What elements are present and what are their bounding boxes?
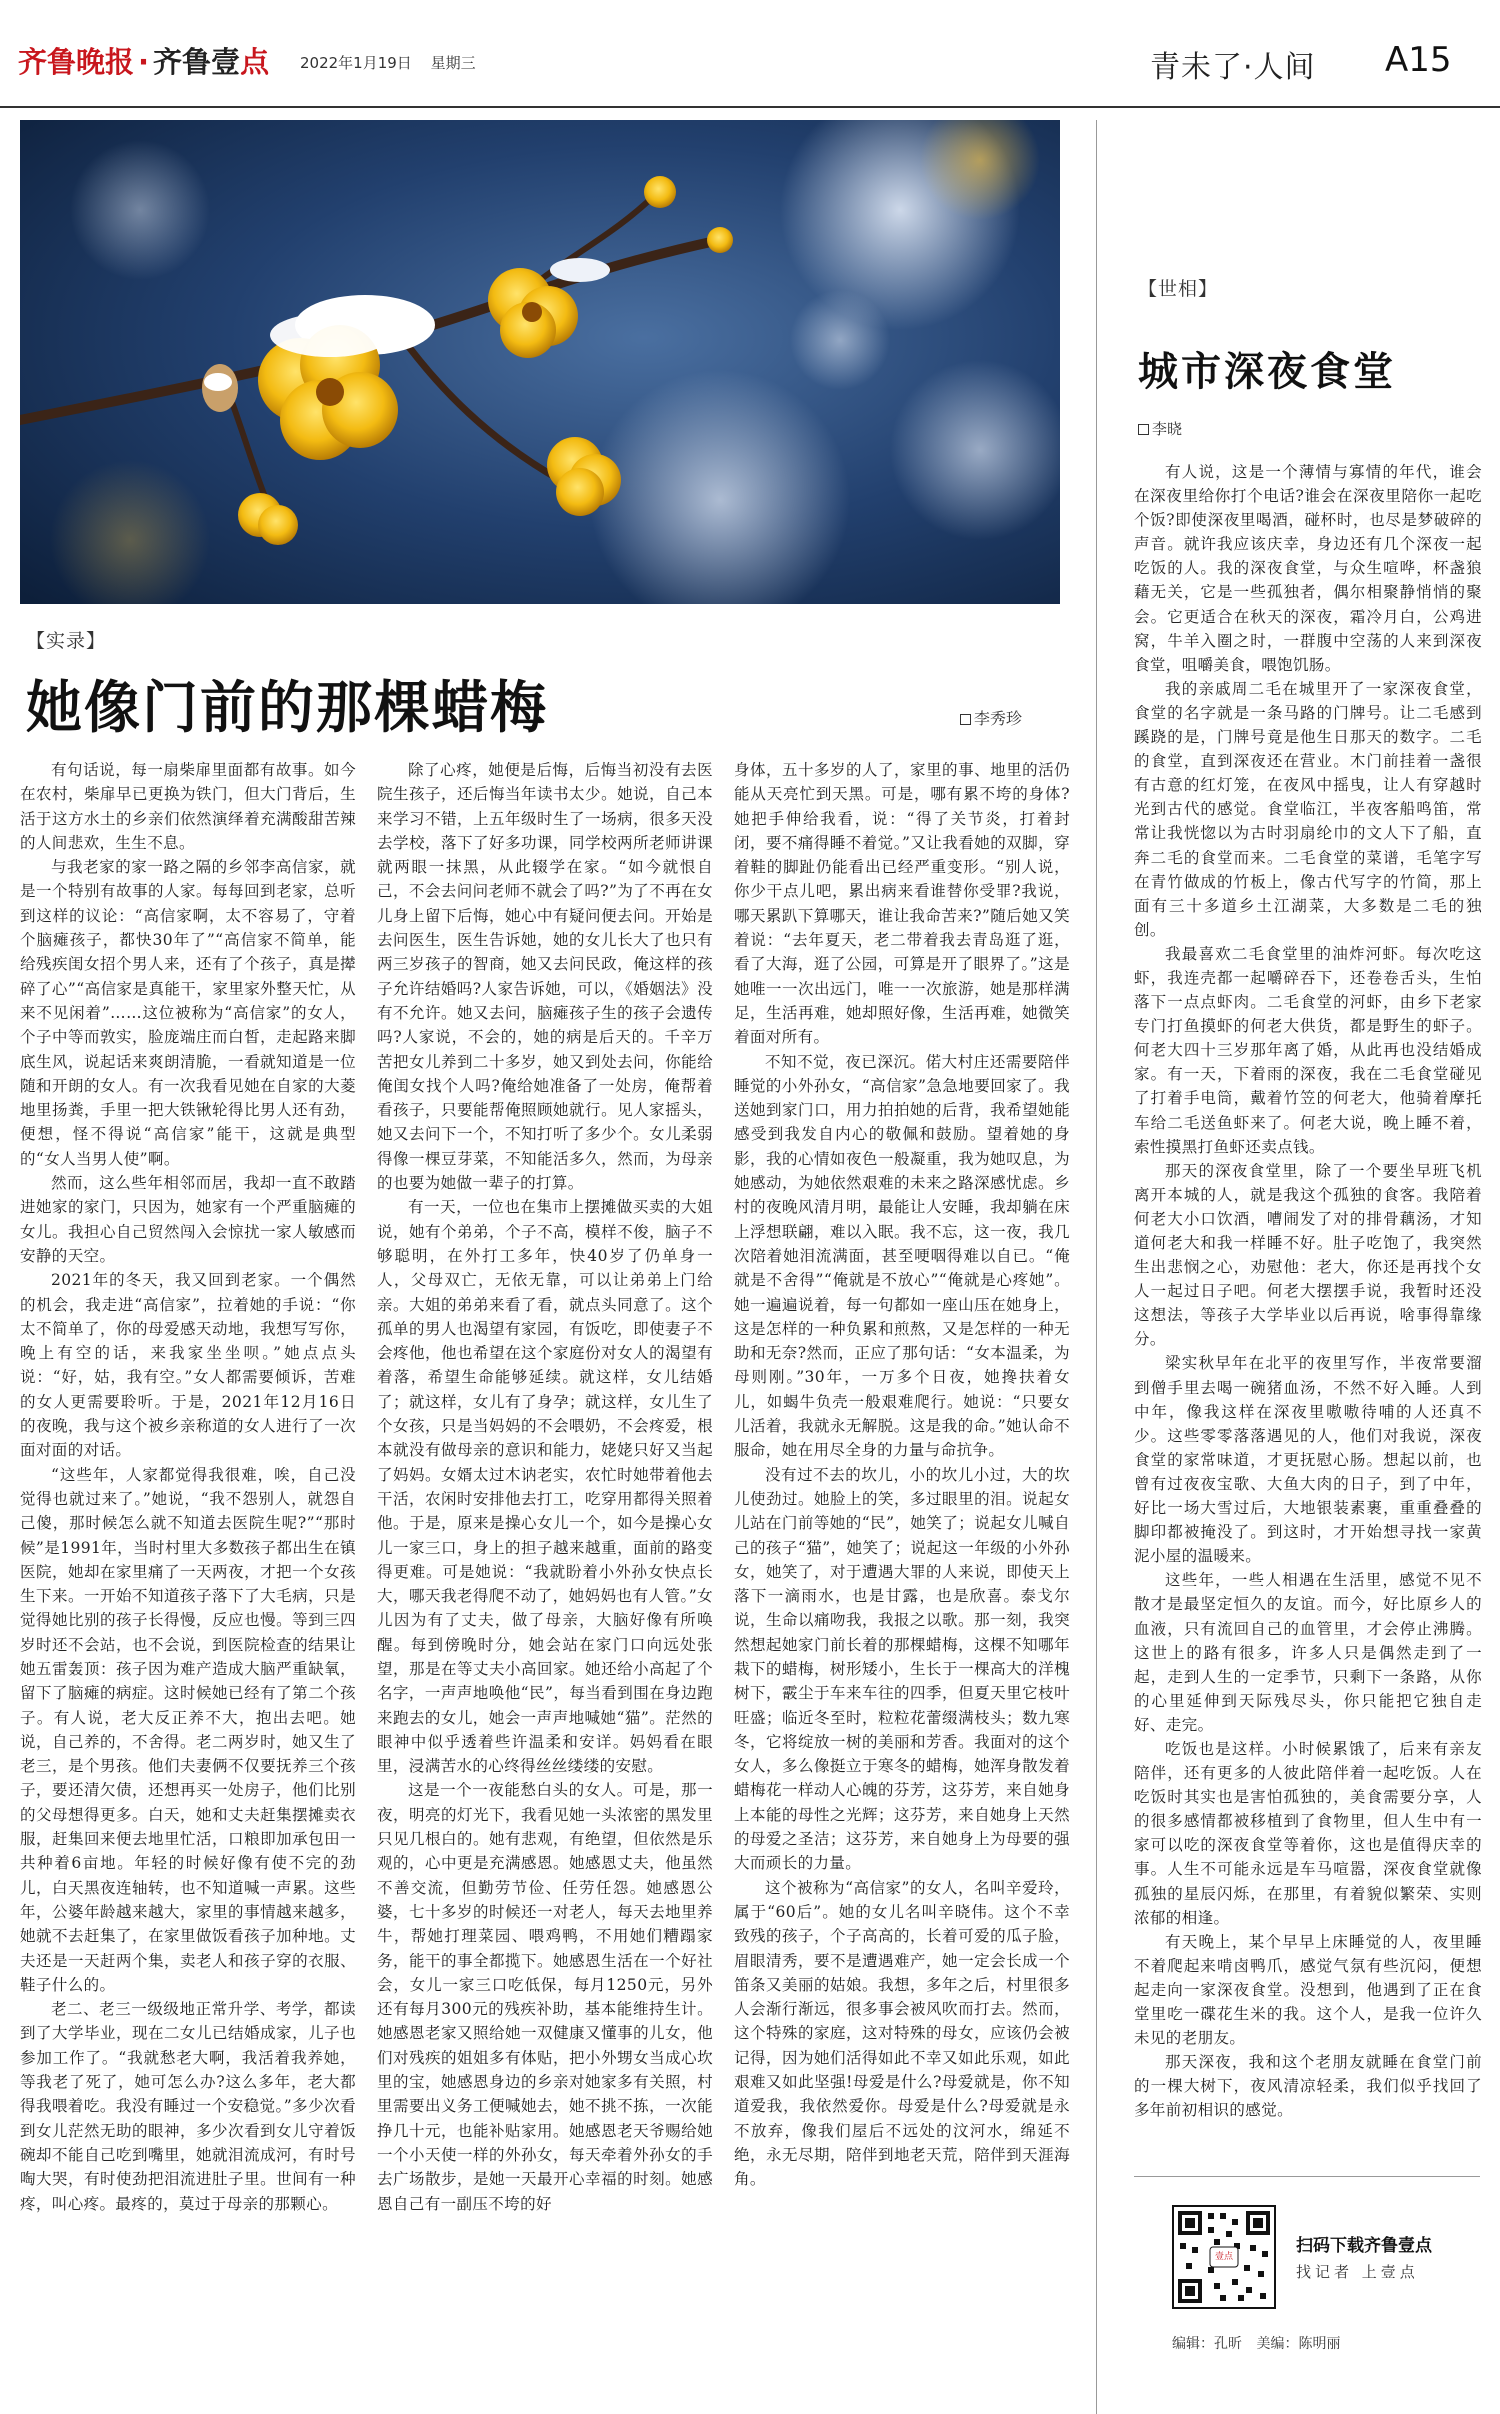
masthead-separator: ·: [138, 45, 150, 79]
side-article-title: 城市深夜食堂: [1138, 348, 1396, 395]
paragraph: 老二、老三一级级地正常升学、考学，都读到了大学毕业，现在二女儿已结婚成家，儿子也参加工作了。“我就愁老大啊，我活着我养她，等我老了死了，她可怎么办?这么多年，老大都得我喂着吃。我没有睡过一个安稳觉。”多少次看到女儿茫然无助的眼神，多少次看到女儿守着饭碗却不能自己吃到嘴里，她就泪流成河，有时号啕大哭，有时使劲把泪流进肚子里。世间有一种疼，叫心疼。最疼的，莫过于母亲的那颗心。: [20, 2000, 356, 2213]
paragraph: 我的亲戚周二毛在城里开了一家深夜食堂，食堂的名字就是一条马路的门牌号。让二毛感到蹊跷的是，门牌号竟是他生日那天的数字。二毛的食堂，直到深夜还在营业。木门前挂着一盏很有古意的红灯笼，在夜风中摇曳，让人有穿越时光到古代的感觉。食堂临江，半夜客船鸣笛，常常让我恍惚以为古时羽扇纶巾的文人下了船，直奔二毛的食堂而来。二毛食堂的菜谱，毛笔字写在青竹做成的竹板上，像古代写字的竹简，那上面有三十多道乡土江湖菜，大多数是二毛的独创。: [1134, 679, 1482, 939]
article-column-2: [377, 758, 713, 2406]
article-column-3: [734, 758, 1070, 2406]
paragraph: 那天的深夜食堂里，除了一个要坐早班飞机离开本城的人，就是我这个孤独的食客。我陪着何老大小口饮酒，嘈闹发了对的排骨藕汤，才知道何老大和我一样睡不好。肚子吃饱了，我突然生出悲悯之心，劝慰他：老大，你还是再找个女人一起过日子吧。何老大摆摆手说，我暂时还没这想法，等孩子大学毕业以后再说，啥事得靠缘分。: [1134, 1161, 1482, 1349]
article-column-1: [20, 758, 356, 2406]
page-number: A15: [1385, 40, 1452, 80]
author-name: 李秀珍: [974, 709, 1023, 728]
masthead: [18, 40, 269, 81]
paragraph: 我最喜欢二毛食堂里的油炸河虾。每次吃这虾，我连壳都一起嚼碎吞下，还卷卷舌头，生怕落下一点点虾肉。二毛食堂的河虾，由乡下老家专门打鱼摸虾的何老大供货，都是野生的虾子。何老大四十三岁那年离了婚，从此再也没结婚成家。有一天，下着雨的深夜，我在二毛食堂碰见了打着手电筒，戴着竹笠的何老大，他骑着摩托车给二毛送鱼虾来了。何老大说，晚上睡不着，索性摸黑打鱼虾还卖点钱。: [1134, 944, 1482, 1156]
editor-credits: [1172, 2333, 1350, 2353]
article-body: [20, 758, 1070, 2406]
author-name: 李晓: [1152, 420, 1183, 438]
app-download-box: [1134, 2176, 1480, 2362]
paragraph: 有句话说，每一扇柴扉里面都有故事。如今在农村，柴扉早已更换为铁门，但大门背后，生活于这方水土的乡亲们依然演绎着充满酸甜苦辣的人间悲欢，生生不息。: [20, 761, 356, 852]
paragraph: “这些年，人家都觉得我很难，唉，自己没觉得也就过来了。”她说，“我不怨别人，就怨自己傻，那时候怎么就不知道去医院生呢?”“那时候”是1991年，当时村里大多数孩子都出生在镇医院，她却在家里痛了一天两夜，才把一个女孩生下来。一开始不知道孩子落下了大毛病，只是觉得她比别的孩子长得慢，反应也慢。等到三四岁时还不会站，也不会说，到医院检查的结果让她五雷轰顶：孩子因为难产造成大脑严重缺氧，留下了脑瘫的病症。这时候她已经有了第二个孩子。有人说，老大反正养不大，抱出去吧。她说，自己养的，不舍得。老二两岁时，她又生了老三，是个男孩。他们夫妻俩不仅要抚养三个孩子，要还清欠债，还想再买一处房子，他们比别的父母想得更多。白天，她和丈夫赶集摆摊卖衣服，赶集回来便去地里忙活，口粮即加承包田一共种着6亩地。年轻的时候好像有使不完的劲儿，白天黑夜连轴转，也不知道喊一声累。这些年，公婆年龄越来越大，家里的事情越来越多，她就不去赶集了，在家里做饭看孩子加种地。丈夫还是一天赶两个集，卖老人和孩子穿的衣服、鞋子什么的。: [20, 1465, 356, 1994]
section-title: 青未了·人间: [1150, 50, 1316, 85]
side-article-byline: [1138, 418, 1182, 439]
article-tag: 【实录】: [26, 630, 107, 652]
paragraph: 有人说，这是一个薄情与寡情的年代，谁会在深夜里给你打个电话?谁会在深夜里陪你一起吃个饭?即使深夜里喝酒，碰杯时，也尽是梦破碎的声音。就许我应该庆幸，身边还有几个深夜一起吃饭的人。我的深夜食堂，与众生喧哗，杯盏狼藉无关，它是一些孤独者，偶尔相聚静悄悄的聚会。它更适合在秋天的深夜，霜冷月白，公鸡进窝，牛羊入圈之时，一群腹中空荡的人来到深夜食堂，咀嚼美食，喂饱饥肠。: [1134, 463, 1482, 674]
masthead-app-name: 齐鲁壹点: [153, 45, 270, 79]
paragraph: 除了心疼，她便是后悔，后悔当初没有去医院生孩子，还后悔当年读书太少。她说，自己本来学习不错，上五年级时生了一场病，很多天没去学校，落下了好多功课，同学校两所老师讲课就两眼一抹黑，从此辍学在家。“如今就恨自己，不会去问问老师不就会了吗?”为了不再在女儿身上留下后悔，她心中有疑问便去问。开始是去问医生，医生告诉她，她的女儿长大了也只有两三岁孩子的智商，她又去问民政，俺这样的孩子允许结婚吗?人家告诉她，可以，《婚姻法》没有不允许。她又去问，脑瘫孩子生的孩子会遗传吗?人家说，不会的，她的病是后天的。千辛万苦把女儿养到二十多岁，她又到处去问，你能给俺闺女找个人吗?俺给她准备了一处房，俺帮着看孩子，只要能帮俺照顾她就行。见人家摇头，她又去问下一个，不知打听了多少个。女儿柔弱得像一棵豆芽菜，不知能活多久，然而，为母亲的也要为她做一辈子的打算。: [377, 761, 713, 1193]
date-text: 2022年1月19日: [300, 54, 412, 72]
paragraph: 这些年，一些人相遇在生活里，感觉不见不散才是最坚定恒久的友谊。而今，好比原乡人的血液，只有流回自己的血管里，才会停止沸腾。这世上的路有很多，许多人只是偶然走到了一起，走到人生的一定季节，只剩下一条路，从你的心里延伸到天际残尽头，你只能把它独自走好、走完。: [1134, 1571, 1482, 1734]
paragraph: 梁实秋早年在北平的夜里写作，半夜常要溜到僧手里去喝一碗猪血汤，不然不好入睡。人到中年，像我这样在深夜里嗷嗷待哺的人还真不少。这些零零落落遇见的人，他们对我说，深夜食堂的家常味道，才更抚慰心肠。想起以前，也曾有过夜夜宝歌、大鱼大肉的日子，到了中年，好比一场大雪过后，大地银装素裹，重重叠叠的脚印都被掩没了。到这时，才开始想寻找一家黄泥小屋的温暖来。: [1134, 1354, 1482, 1566]
paragraph: 没有过不去的坎儿，小的坎儿小过，大的坎儿使劲过。她脸上的笑，多过眼里的泪。说起女儿站在门前等她的“民”，她笑了；说起女儿喊自己的孩子“猫”，她笑了；说起这一年级的小外孙女，她笑了，对于遭遇大罪的人来说，即使天上落下一滴雨水，也是甘露，也是欣喜。泰戈尔说，生命以痛吻我，我报之以歌。那一刻，我突然想起她家门前长着的那棵蜡梅，这棵不知哪年栽下的蜡梅，树形矮小，生长于一棵高大的洋槐树下，霰尘于车来车往的四季，但夏天里它枝叶旺盛；临近冬至时，粒粒花蕾缀满枝头；数九寒冬，它将绽放一树的美丽和芳香。我面对的这个女人，多么像挺立于寒冬的蜡梅，她浑身散发着蜡梅花一样动人心魄的芬芳，这芬芳，来自她身上本能的母性之光辉；这芬芳，来自她身上天然的母爱之圣洁；这芬芳，来自她身上为母要的强大而顽长的力量。: [734, 1465, 1070, 1873]
article-byline: [960, 706, 1022, 729]
paragraph: 吃饭也是这样。小时候累饿了，后来有亲友陪伴，还有更多的人彼此陪伴着一起吃饭。人在吃饭时其实也是害怕孤独的，美食需要分享，人的很多感情都被移植到了食物里，但人生中有一家可以吃的深夜食堂等着你，这也是值得庆幸的事。人生不可能永远是车马喧嚣，深夜食堂就像孤独的星辰闪烁，在那里，有着貌似繁荣、实则浓郁的相逢。: [1134, 1739, 1482, 1927]
paragraph: 2021年的冬天，我又回到老家。一个偶然的机会，我走进“高信家”，拉着她的手说：“你太不简单了，你的母爱感天动地，我想写写你，晚上有空的话，来我家坐坐呗。”她点点头说：“好，姑，我有空。”女人都需要倾诉，苦难的女人更需要聆听。于是，2021年12月16日的夜晚，我与这个被乡亲称道的女人进行了一次面对面的对话。: [20, 1271, 356, 1460]
column-divider: [1096, 120, 1097, 2414]
editor-name: 编辑：孔昕: [1172, 2336, 1242, 2352]
wintersweet-photo: [20, 120, 1060, 604]
paragraph: 身体，五十多岁的人了，家里的事、地里的活仍能从天亮忙到天黑。可是，哪有累不垮的身体?她把手伸给我看，说：“得了关节炎，打着封闭，要不痛得睡不着觉。”又让我看她的双脚，穿着鞋的脚趾仍能看出已经严重变形。“别人说，你少干点儿吧，累出病来看谁替你受罪?我说，哪天累趴下算哪天，谁让我命苦来?”随后她又笑着说：“去年夏天，老二带着我去青岛逛了逛，看了大海，逛了公园，可算是开了眼界了。”这是她唯一一次出远门，唯一一次旅游，她是那样满足，生活再难，她却照好像，生活再难，她微笑着面对所有。: [734, 761, 1070, 1047]
paragraph: 这是一个一夜能愁白头的女人。可是，那一夜，明亮的灯光下，我看见她一头浓密的黑发里只见几根白的。她有悲观，有绝望，但依然是乐观的，心中更是充满感恩。她感恩丈夫，他虽然不善交流，但勤劳节俭、任劳任怨。她感恩公婆，七十多岁的时候还一对老人，每天去地里养牛，帮她打理菜园、喂鸡鸭，不用她们糟蹋家务，能干的事全都揽下。她感恩生活在一个好社会，女儿一家三口吃低保，每月1250元，另外还有每月300元的残疾补助，基本能维持生计。她感恩老家又照给她一双健康又懂事的儿女，他们对残疾的姐姐多有体贴，把小外甥女当成心坎里的宝，她感恩身边的乡亲对她家多有关照，村里需要出义务工便喊她去，她不挑不拣，一次能挣几十元，也能补贴家用。她感恩老天爷赐给她一个小天使一样的外孙女，每天牵着外孙女的手去广场散步，是她一天最开心幸福的时刻。她感恩自己有一副压不垮的好: [377, 1781, 713, 2213]
qr-code-icon[interactable]: [1172, 2205, 1276, 2309]
paragraph: 那天深夜，我和这个老朋友就睡在食堂门前的一棵大树下，夜风清凉轻柔，我们似乎找回了多年前初相识的感觉。: [1134, 2053, 1482, 2120]
publication-date: [300, 52, 490, 73]
byline-box-icon: [1138, 424, 1149, 435]
designer-name: 美编：陈明丽: [1256, 2336, 1341, 2352]
paragraph: 这个被称为“高信家”的女人，名叫辛爱玲，属于“60后”。她的女儿名叫辛晓伟。这个不幸致残的孩子，个子高高的，长着可爱的瓜子脸，眉眼清秀，要不是遭遇难产，她一定会长成一个笛条又美丽的姑娘。我想，多年之后，村里很多人会渐行渐远，很多事会被风吹而打去。然而，这个特殊的家庭，这对特殊的母女，应该仍会被记得，因为她们活得如此不幸又如此乐观，如此艰难又如此坚强!母爱是什么?母爱就是，你不知道爱我，我依然爱你。母爱是什么?母爱就是永不放弃，像我们屋后不远处的汶河水，绵延不绝，永无尽期，陪伴到地老天荒，陪伴到天涯海角。: [734, 1878, 1070, 2189]
paragraph: 有一天，一位也在集市上摆摊做买卖的大姐说，她有个弟弟，个子不高，模样不俊，脑子不够聪明，在外打工多年，快40岁了仍单身一人，父母双亡，无依无靠，可以让弟弟上门给亲。大姐的弟弟来看了看，就点头同意了。这个孤单的男人也渴望有家园，有饭吃，即使妻子不会疼他，他也希望在这个家庭份对女人的渴望有着落，希望生命能够延续。就这样，女儿结婚了；就这样，女儿有了身孕；就这样，女儿生了个女孩，只是当妈妈的不会喂奶，不会疼爱，根本就没有做母亲的意识和能力，姥姥只好又当起了妈妈。女婿太过木讷老实，农忙时她带着他去干活，农闲时安排他去打工，吃穿用都得关照着他。于是，原来是操心女儿一个，如今是操心女儿一家三口，身上的担子越来越重，面前的路变得更难。可是她说：“我就盼着小外孙女快点长大，哪天我老得爬不动了，她妈妈也有人管。”女儿因为有了丈夫，做了母亲，大脑好像有所唤醒。每到傍晚时分，她会站在家门口向远处张望，那是在等丈夫小高回家。她还给小高起了个名字，一声声地唤他“民”，每当看到围在身边跑来跑去的女儿，她会一声声地喊她“猫”。茫然的眼神中似乎透着些许温柔和安详。妈妈看在眼里，浸满苦水的心终得丝丝缕缕的安慰。: [377, 1198, 713, 1776]
qr-center-label: 壹点: [1214, 2252, 1233, 2262]
byline-box-icon: [960, 714, 971, 725]
side-article-body: [1134, 460, 1482, 2124]
paragraph: 与我老家的家一路之隔的乡邻李高信家，就是一个特别有故事的人家。每每回到老家，总听到这样的议论：“高信家啊，太不容易了，守着个脑瘫孩子，都快30年了”“高信家不简单，能给残疾闺女招个男人来，还有了个孩子，真是撵碎了心”“高信家是真能干，家里家外整天忙，从来不见闲着”……这位被称为“高信家”的女人，个子中等而敦实，脸庞端庄而白皙，走起路来脚底生风，说起话来爽朗清脆，一看就知道是一位随和开朗的女人。有一次我看见她在自家的大菱地里扬粪，手里一把大铁锹轮得比男人还有劲，便想，怪不得说“高信家”能干，这就是典型的“女人当男人使”啊。: [20, 858, 356, 1168]
article-title: 她像门前的那棵蜡梅: [26, 675, 548, 741]
paragraph: 然而，这么些年相邻而居，我却一直不敢踏进她家的家门，只因为，她家有一个严重脑瘫的女儿。我担心自己贸然闯入会惊扰一家人敏感而安静的天空。: [20, 1174, 356, 1265]
masthead-title: 齐鲁晚报: [18, 45, 135, 79]
paragraph: 有天晚上，某个早早上床睡觉的人，夜里睡不着爬起来啃卤鸭爪，感觉气氛有些沉闷，便想起走向一家深夜食堂。没想到，他遇到了正在食堂里吃一碟花生米的我。这个人，是我一位许久未见的老朋友。: [1134, 1932, 1482, 2048]
scan-subtitle: 找记者 上壹点: [1296, 2263, 1419, 2281]
scan-download-text: 扫码下载齐鲁壹点: [1296, 2236, 1432, 2256]
weekday-text: 星期三: [430, 54, 476, 72]
paragraph: 不知不觉，夜已深沉。偌大村庄还需要陪伴睡觉的小外孙女，“高信家”急急地要回家了。我送她到家门口，用力拍拍她的后背，我希望她能感受到我发自内心的敬佩和鼓励。望着她的身影，我的心情如夜色一般凝重，我为她叹息，为她感动，为她依然艰难的未来之路深感忧虑。乡村的夜晚风清月明，最能让人安睡，我却躺在床上浮想联翩，难以入眠。我不忘，这一夜，我几次陪着她泪流满面，甚至哽咽得难以自已。“俺就是不舍得”“俺就是不放心”“俺就是心疼她”。她一遍遍说着，每一句都如一座山压在她身上，这是怎样的一种负累和煎熬，又是怎样的一种无助和无奈?然而，正应了那句话：“女本温柔，为母则刚。”30年，一万多个日夜，她搀扶着女儿，如蝎牛负壳一般艰难爬行。她说：“只要女儿活着，我就永无解脱。这是我的命。”她认命不服命，她在用尽全身的力量与命抗争。: [734, 1052, 1070, 1460]
side-article-tag: 【世相】: [1138, 278, 1219, 300]
page-header: [0, 0, 1500, 108]
